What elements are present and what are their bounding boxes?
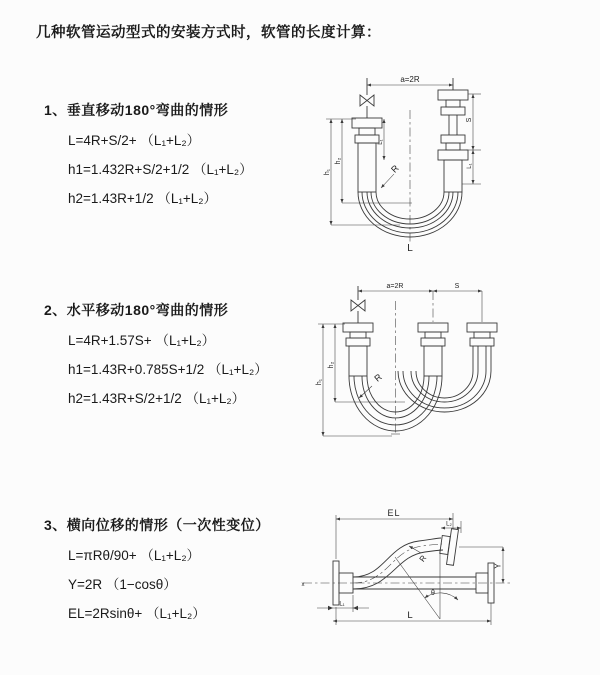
braided-hose bbox=[444, 160, 462, 192]
valve-icon bbox=[360, 95, 374, 106]
braided-hose bbox=[424, 346, 442, 376]
section-heading: 3、横向位移的情形（一次性变位） bbox=[44, 517, 270, 533]
formula-EL: EL=2Rsinθ+ （L₁+L₂） bbox=[68, 606, 206, 621]
s-curve-hose-displaced bbox=[353, 529, 458, 589]
dimension-a2r-s bbox=[358, 283, 482, 291]
formula-Y: Y=2R （1−cosθ） bbox=[68, 577, 177, 592]
dim-label-y: Y bbox=[493, 563, 503, 569]
dim-label-l1-left: L₁ bbox=[378, 139, 384, 145]
formula-L: L=4R+S/2+ （L₁+L₂） bbox=[68, 133, 201, 148]
centerline-mark: x bbox=[301, 582, 305, 588]
dim-label-a2r: a=2R bbox=[386, 283, 404, 290]
dimension-y bbox=[459, 547, 503, 583]
middle-flange-assembly bbox=[418, 323, 448, 376]
dimension-l1 bbox=[317, 595, 369, 612]
formula-h2: h2=1.43R+S/2+1/2 （L₁+L₂） bbox=[68, 391, 246, 406]
left-flange-assembly bbox=[352, 118, 382, 192]
formula-L: L=4R+1.57S+ （L₁+L₂） bbox=[68, 333, 216, 348]
dim-label-r: R bbox=[389, 163, 401, 175]
formula-L: L=πRθ/90+ （L₁+L₂） bbox=[68, 548, 201, 563]
dimension-l1-left bbox=[378, 119, 384, 160]
dim-label-a2r: a=2R bbox=[400, 75, 420, 84]
formula-h1: h1=1.43R+0.785S+1/2 （L₁+L₂） bbox=[68, 362, 268, 377]
diagram-lateral-displacement bbox=[295, 503, 600, 653]
dim-label-theta: θ bbox=[431, 590, 435, 597]
dim-label-l1-right: L₁ bbox=[467, 163, 473, 169]
dim-label-l2: L₂ bbox=[446, 521, 452, 528]
section-heading: 2、水平移动180°弯曲的情形 bbox=[44, 302, 229, 318]
section-heading: 1、垂直移动180°弯曲的情形 bbox=[44, 102, 229, 118]
section-horizontal-180 bbox=[44, 300, 268, 413]
radius-callout bbox=[409, 546, 428, 564]
section-lateral-displacement bbox=[44, 515, 270, 628]
radius-callout bbox=[381, 163, 401, 188]
dim-label-s: S bbox=[466, 117, 473, 123]
dim-label-l: L bbox=[407, 610, 413, 621]
dim-label-h1: h₁ bbox=[324, 168, 331, 176]
valve-icon bbox=[351, 300, 365, 311]
section-vertical-180 bbox=[44, 100, 253, 213]
dimension-l bbox=[333, 603, 491, 625]
formula-h1: h1=1.432R+S/2+1/2 （L₁+L₂） bbox=[68, 162, 253, 177]
dimension-el bbox=[336, 508, 453, 559]
dim-label-l: L bbox=[407, 243, 413, 254]
dim-label-h2: h₂ bbox=[335, 157, 342, 165]
diagram-vertical-180-u-bend bbox=[300, 64, 600, 259]
formula-h2: h2=1.43R+1/2 （L₁+L₂） bbox=[68, 191, 218, 206]
left-flange-assembly bbox=[343, 323, 373, 376]
diagram-horizontal-180-u-bend bbox=[300, 276, 600, 456]
braided-hose bbox=[349, 346, 367, 376]
dim-label-r: R bbox=[417, 553, 429, 564]
dim-label-l1: L₁ bbox=[339, 601, 345, 608]
dim-label-r: R bbox=[372, 371, 384, 384]
right-flange-assembly-shifted bbox=[467, 323, 497, 371]
dim-label-el: EL bbox=[387, 508, 401, 518]
right-flange-assembly bbox=[438, 78, 468, 192]
dim-label-h1: h₁ bbox=[316, 378, 323, 386]
page-title: 几种软管运动型式的安装方式时，软管的长度计算： bbox=[36, 25, 381, 41]
dim-label-h2: h₂ bbox=[328, 361, 335, 369]
braided-hose bbox=[358, 143, 376, 192]
dimension-heights bbox=[316, 324, 405, 436]
dimension-a2r bbox=[367, 75, 453, 85]
dim-label-s: S bbox=[454, 283, 460, 290]
